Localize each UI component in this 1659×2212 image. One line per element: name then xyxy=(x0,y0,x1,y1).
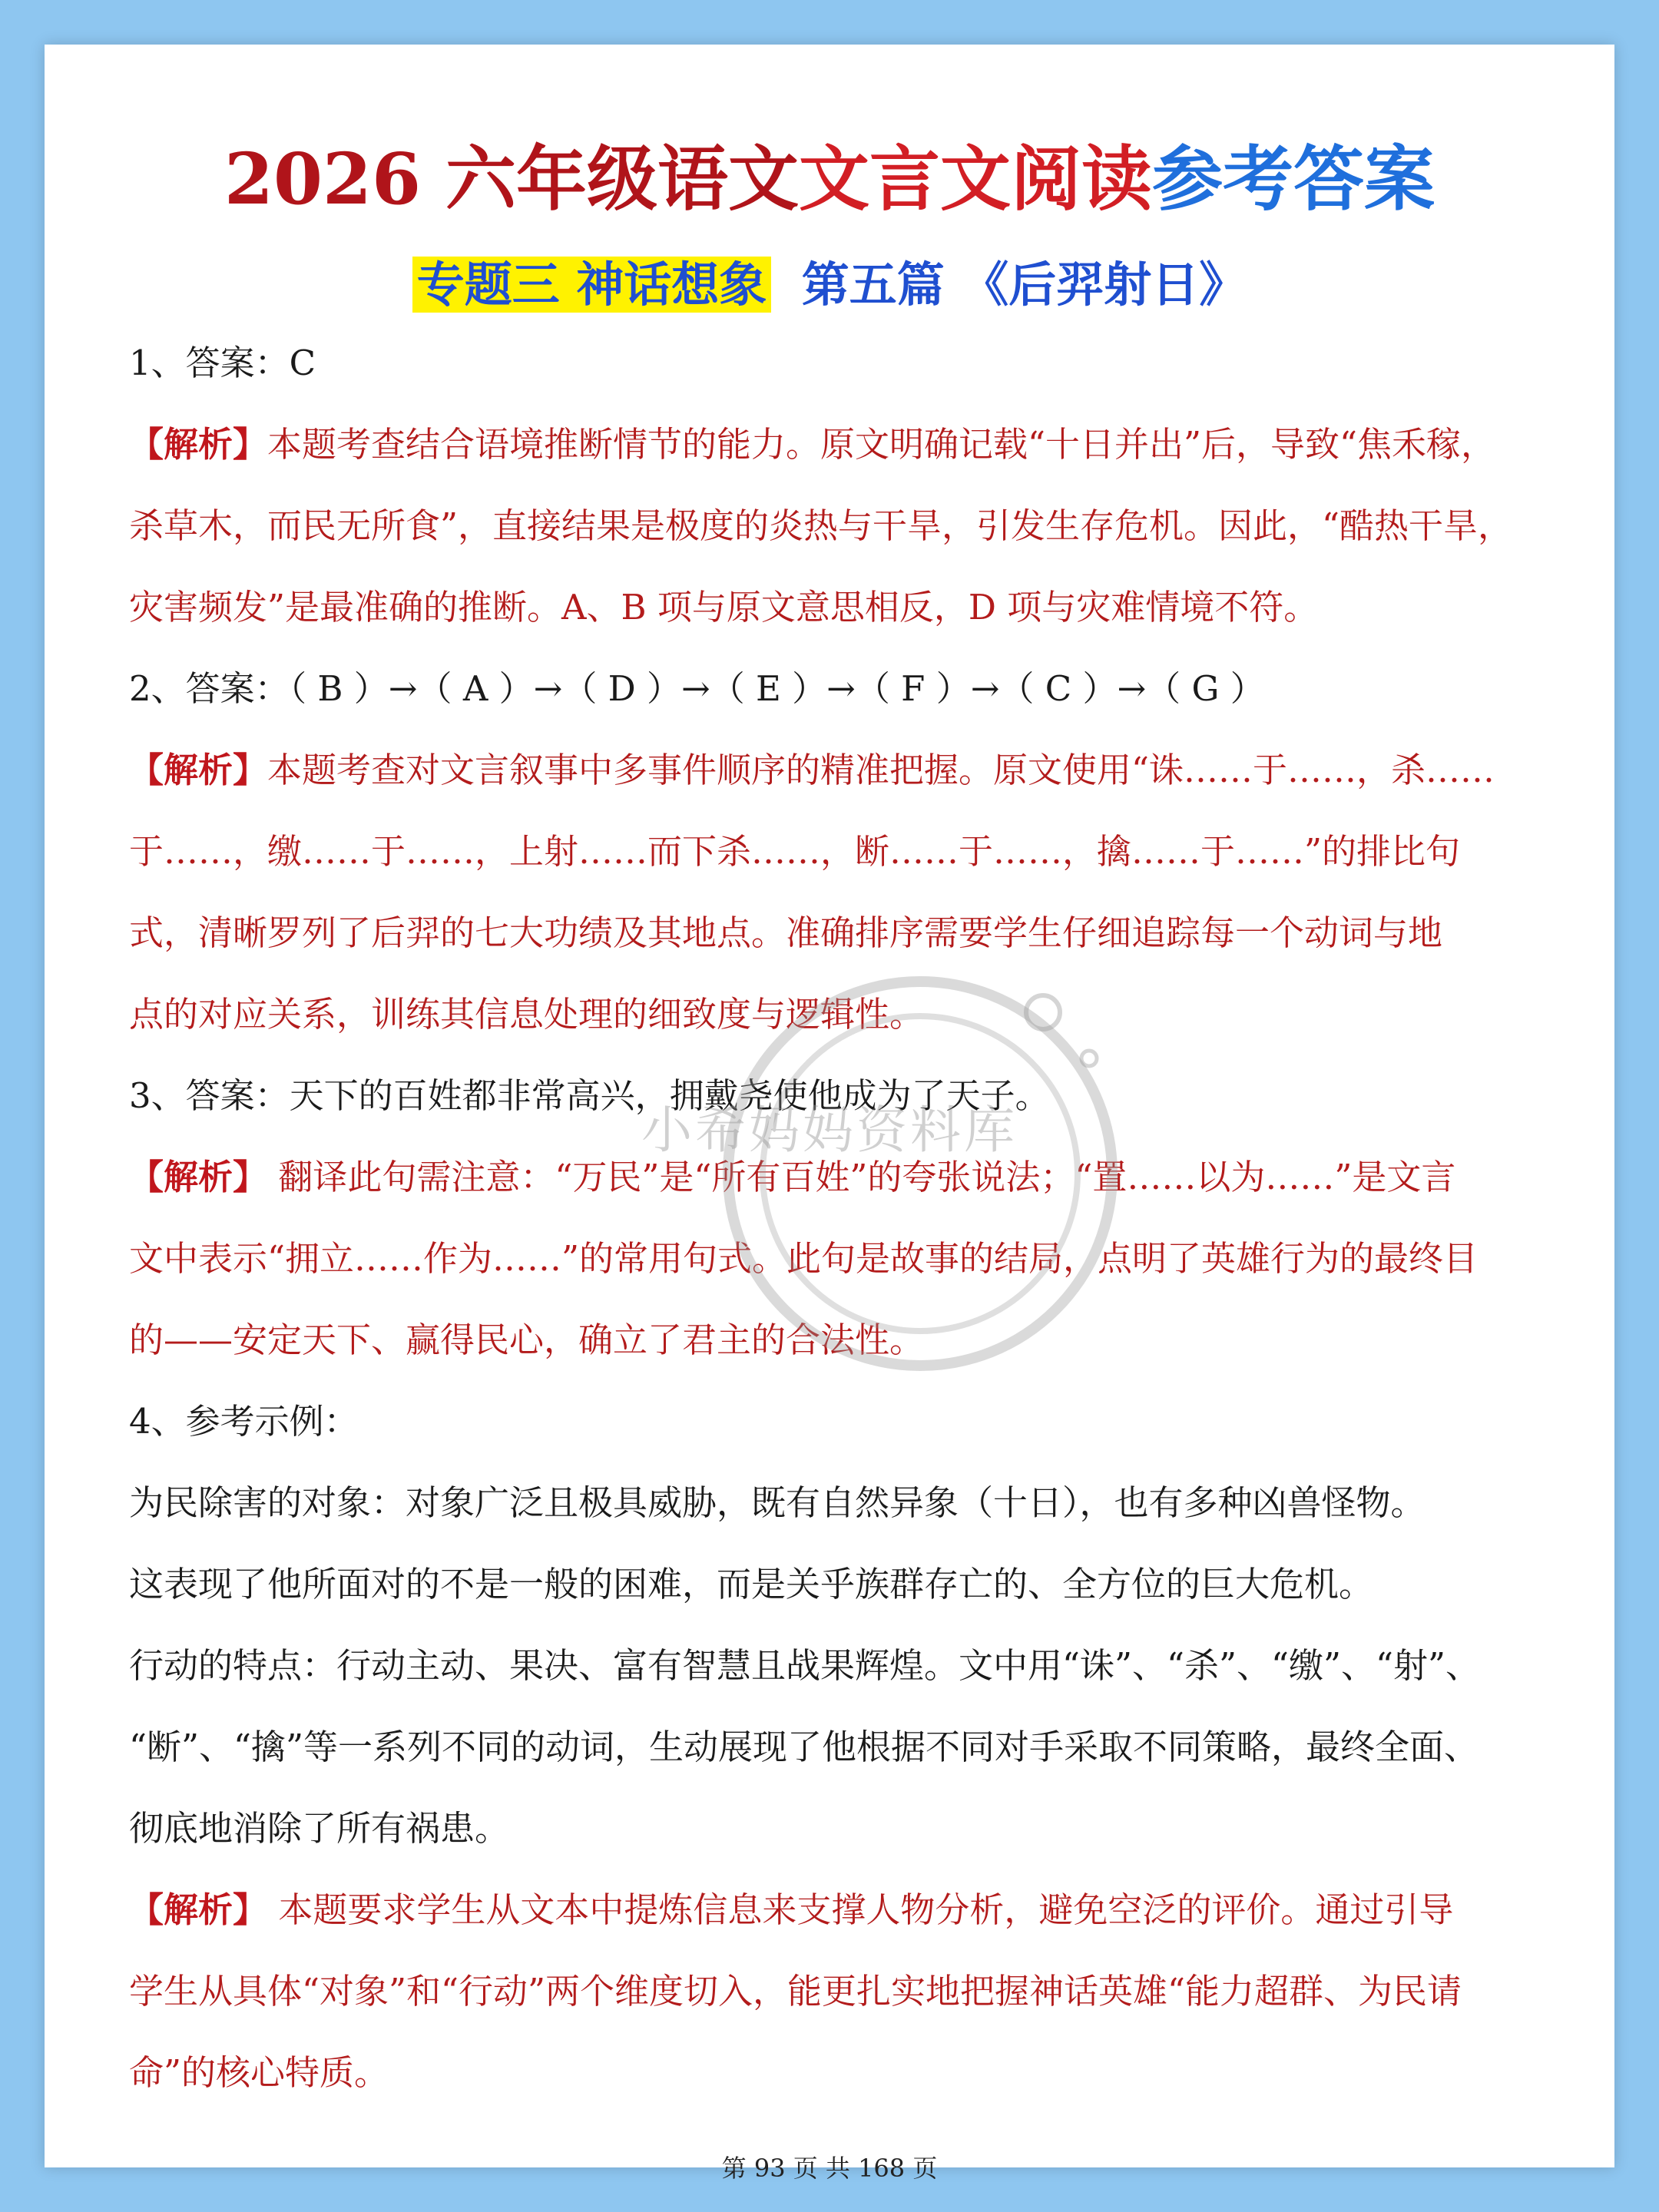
analysis-line xyxy=(129,567,1530,648)
answer-line xyxy=(129,323,1530,404)
page-footer: 第 93 页 共 168 页 xyxy=(721,2154,938,2183)
answer-line xyxy=(129,1625,1530,1707)
analysis-line xyxy=(129,2032,1530,2114)
analysis-line xyxy=(129,811,1530,892)
analysis-tag: 【解析】 xyxy=(129,750,268,790)
answer-line xyxy=(129,1788,1530,1869)
line-text: 这表现了他所面对的不是一般的困难，而是关乎族群存亡的、全方位的巨大危机。 xyxy=(129,1564,1374,1604)
analysis-line xyxy=(129,1869,1530,1951)
line-text: 本题考查对文言叙事中多事件顺序的精准把握。原文使用“诛……于……，杀…… xyxy=(267,750,1495,790)
analysis-line xyxy=(129,485,1530,567)
page-title xyxy=(45,137,1614,221)
analysis-line xyxy=(129,1218,1530,1300)
line-text: 1、答案：C xyxy=(129,343,316,383)
analysis-line xyxy=(129,892,1530,974)
line-text: 彻底地消除了所有祸患。 xyxy=(129,1808,510,1849)
analysis-line xyxy=(129,1300,1530,1381)
answer-line xyxy=(129,1544,1530,1625)
line-text: 2、答案：（ B ）→（ A ）→（ D ）→（ E ）→（ F ）→（ C ）→（ G ） xyxy=(129,668,1265,709)
line-text: 本题考查结合语境推断情节的能力。原文明确记载“十日并出”后，导致“焦禾稼， xyxy=(267,424,1496,465)
line-text: 点的对应关系，训练其信息处理的细致度与逻辑性。 xyxy=(129,994,925,1035)
line-text: 翻译此句需注意：“万民”是“所有百姓”的夸张说法；“置……以为……”是文言 xyxy=(267,1157,1456,1197)
line-text: “断”、“擒”等一系列不同的动词，生动展现了他根据不同对手采取不同策略，最终全面、 xyxy=(129,1727,1479,1767)
answer-line xyxy=(129,1381,1530,1462)
subtitle-highlight: 专题三 神话想象 xyxy=(412,257,772,313)
line-text: 行动的特点：行动主动、果决、富有智慧且战果辉煌。文中用“诛”、“杀”、“缴”、“射”、 xyxy=(129,1645,1481,1686)
title-part-2: 文言文阅读 xyxy=(799,137,1153,220)
page-subtitle xyxy=(45,252,1614,318)
line-text: 4、参考示例： xyxy=(129,1401,359,1442)
answer-content xyxy=(129,323,1530,2114)
line-text: 学生从具体“对象”和“行动”两个维度切入，能更扎实地把握神话英雄“能力超群、为民请 xyxy=(129,1971,1462,2012)
line-text: 文中表示“拥立……作为……”的常用句式。此句是故事的结局，点明了英雄行为的最终目 xyxy=(129,1238,1479,1279)
analysis-line xyxy=(129,1951,1530,2032)
answer-line xyxy=(129,1707,1530,1788)
analysis-tag: 【解析】 xyxy=(129,1157,268,1197)
subtitle-rest: 第五篇 《后羿射日》 xyxy=(801,257,1247,313)
line-text: 的——安定天下、赢得民心，确立了君主的合法性。 xyxy=(129,1320,925,1360)
line-text: 于……，缴……于……，上射……而下杀……，断……于……，擒……于……”的排比句 xyxy=(129,831,1461,872)
line-text: 3、答案：天下的百姓都非常高兴，拥戴尧使他成为了天子。 xyxy=(129,1075,1050,1116)
analysis-tag: 【解析】 xyxy=(129,424,268,465)
line-text: 本题要求学生从文本中提炼信息来支撑人物分析，避免空泛的评价。通过引导 xyxy=(267,1889,1454,1930)
document-page xyxy=(45,45,1614,2183)
title-part-3: 参考答案 xyxy=(1152,137,1435,220)
line-text: 式，清晰罗列了后羿的七大功绩及其地点。准确排序需要学生仔细追踪每一个动词与地 xyxy=(129,912,1443,953)
line-text: 灾害频发”是最准确的推断。A、B 项与原文意思相反，D 项与灾难情境不符。 xyxy=(129,587,1319,628)
line-text: 为民除害的对象：对象广泛且极具威胁，既有自然异象（十日），也有多种凶兽怪物。 xyxy=(129,1482,1426,1523)
answer-line xyxy=(129,648,1530,730)
analysis-line xyxy=(129,730,1530,811)
analysis-tag: 【解析】 xyxy=(129,1889,268,1930)
watermark-text: 小希妈妈资料库 xyxy=(641,1101,1018,1160)
answer-line xyxy=(129,1462,1530,1544)
analysis-line xyxy=(129,404,1530,485)
line-text: 命”的核心特质。 xyxy=(129,2052,389,2093)
line-text: 杀草木，而民无所食”，直接结果是极度的炎热与干旱，引发生存危机。因此，“酷热干旱， xyxy=(129,505,1513,546)
analysis-line xyxy=(129,974,1530,1055)
title-part-1: 2026 六年级语文 xyxy=(224,137,800,220)
